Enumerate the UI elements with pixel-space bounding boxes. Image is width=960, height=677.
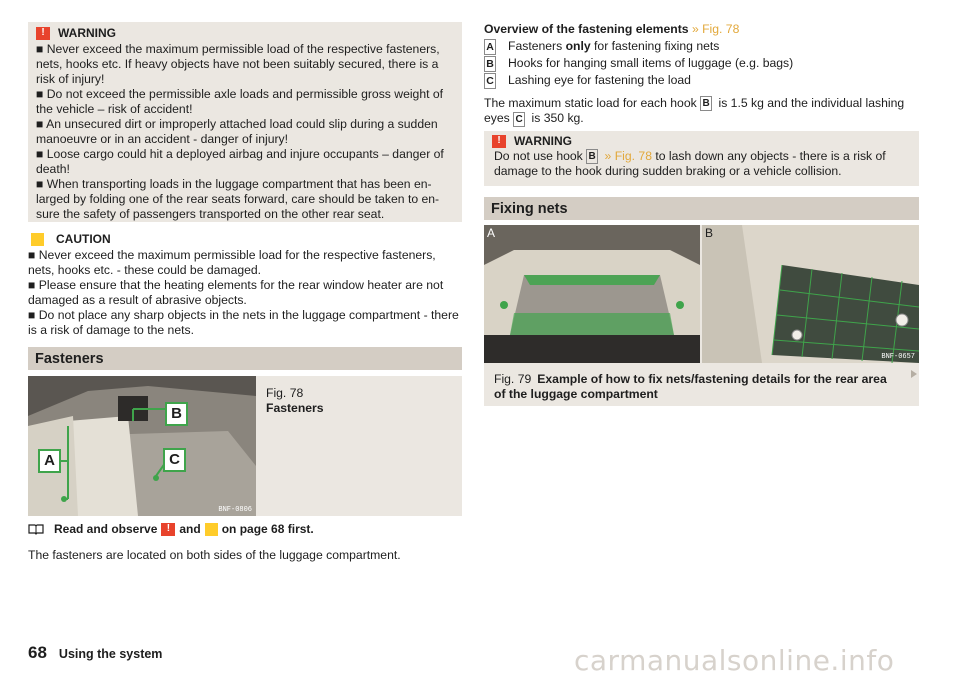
- fig-78-link[interactable]: » Fig. 78: [604, 149, 652, 163]
- warning-title: WARNING: [514, 134, 572, 148]
- warning-box-right: [484, 131, 919, 186]
- figure-code: BNF-0806: [218, 506, 252, 514]
- figure-code: BNF-0657: [881, 353, 915, 361]
- overview-title: Overview of the fastening elements » Fig. 78: [484, 22, 740, 36]
- figure-number: Fig. 79: [494, 372, 532, 386]
- warning-header: [36, 26, 116, 40]
- warning-text-line: damage to the hook during sudden braking or a vehicle collision.: [494, 164, 842, 179]
- warning-icon: !: [492, 135, 506, 148]
- net-detail-illustration: [702, 225, 919, 363]
- warning-title: WARNING: [58, 26, 116, 40]
- overview-item: Hooks for hanging small items of luggage (e.g. bags): [508, 56, 794, 70]
- warning-icon: !: [161, 523, 175, 536]
- figure-78: [28, 376, 462, 516]
- read-observe-line: [28, 522, 314, 536]
- warning-item: ■ Loose cargo could hit a deployed airbag and injure occupants – danger of death!: [36, 147, 444, 176]
- overview-item: Lashing eye for fastening the load: [508, 73, 691, 87]
- warning-header: [492, 134, 572, 148]
- label-c: C: [163, 448, 186, 472]
- caution-item: ■ Please ensure that the heating elements for the rear window heater are not damaged as a result of abrasive objects.: [28, 278, 444, 307]
- label-a: A: [487, 226, 496, 240]
- figure-79: [484, 225, 919, 406]
- overview-letter: C: [484, 73, 496, 89]
- book-icon: [28, 523, 44, 535]
- label-a: A: [38, 449, 61, 473]
- figure-79-image-a: [484, 225, 700, 363]
- figure-79-caption: [494, 372, 899, 402]
- warning-box: [28, 22, 462, 222]
- caution-icon: [205, 523, 218, 536]
- label-c: C: [513, 112, 525, 127]
- fig-78-link[interactable]: » Fig. 78: [691, 22, 740, 36]
- overview-letter: A: [484, 39, 496, 55]
- warning-item: ■ An unsecured dirt or improperly attached load could slip during a sudden manoeuvre or in an accident - danger of injury!: [36, 117, 438, 146]
- load-text: The maximum static load for each hook B is 1.5 kg and the individual lashing eyes C is 350 kg.: [484, 96, 905, 126]
- chapter-title: Using the system: [58, 647, 163, 661]
- overview-letter: B: [484, 56, 496, 72]
- section-header-fixing-nets: [484, 197, 919, 220]
- body-text: The fasteners are located on both sides of the luggage compartment.: [28, 548, 401, 562]
- label-b: B: [705, 226, 714, 240]
- read-observe-and: and: [179, 522, 201, 536]
- figure-caption: Example of how to fix nets/fastening details for the rear area of the luggage compartment: [494, 372, 887, 401]
- caution-title: CAUTION: [56, 232, 111, 246]
- figure-78-image: [28, 376, 256, 516]
- read-observe-suffix: on page 68 first.: [221, 522, 314, 536]
- caution-icon: [31, 233, 44, 246]
- page-footer: [28, 643, 162, 663]
- page-number: 68: [28, 643, 47, 662]
- section-header-fasteners: [28, 347, 462, 370]
- section-title: Fixing nets: [491, 200, 568, 217]
- label-b: B: [165, 402, 188, 426]
- caution-header: [31, 232, 462, 246]
- continue-arrow-icon: [911, 370, 917, 378]
- figure-caption: Fasteners: [266, 401, 324, 415]
- warning-item: ■ Do not exceed the permissible axle loads and permissible gross weight of the vehicle – risk of accident!: [36, 87, 444, 116]
- warning-icon: !: [36, 27, 50, 40]
- overview-item: Fasteners only for fastening fixing nets: [508, 39, 720, 53]
- warning-item: ■ Never exceed the maximum permissible load of the respective fasteners, nets, hooks etc. If heavy objects have not been suitably secured, there is a risk of injury!: [36, 42, 440, 86]
- luggage-compartment-illustration: [28, 376, 256, 516]
- warning-text-line: Do not use hook B » Fig. 78 to lash down any objects - there is a risk of: [494, 149, 886, 163]
- warning-item: ■ When transporting loads in the luggage compartment that has been en-larged by folding one of the rear seats forward, care should be taken to en-sure the safety of passengers transported on the other rear seat.: [36, 177, 440, 221]
- figure-number: Fig. 78: [266, 386, 304, 400]
- caution-item: ■ Never exceed the maximum permissible load for the respective fasteners, nets, hooks etc. - these could be damaged.: [28, 248, 436, 277]
- label-b: B: [586, 149, 598, 164]
- figure-79-image-b: [702, 225, 919, 363]
- caution-item: ■ Do not place any sharp objects in the nets in the luggage compartment - there is a risk of damage to the nets.: [28, 308, 459, 337]
- read-observe-prefix: Read and observe: [54, 522, 158, 536]
- section-title: Fasteners: [35, 350, 104, 367]
- watermark: carmanualsonline.info: [574, 644, 895, 677]
- luggage-net-illustration: [484, 225, 700, 363]
- label-b: B: [700, 96, 712, 111]
